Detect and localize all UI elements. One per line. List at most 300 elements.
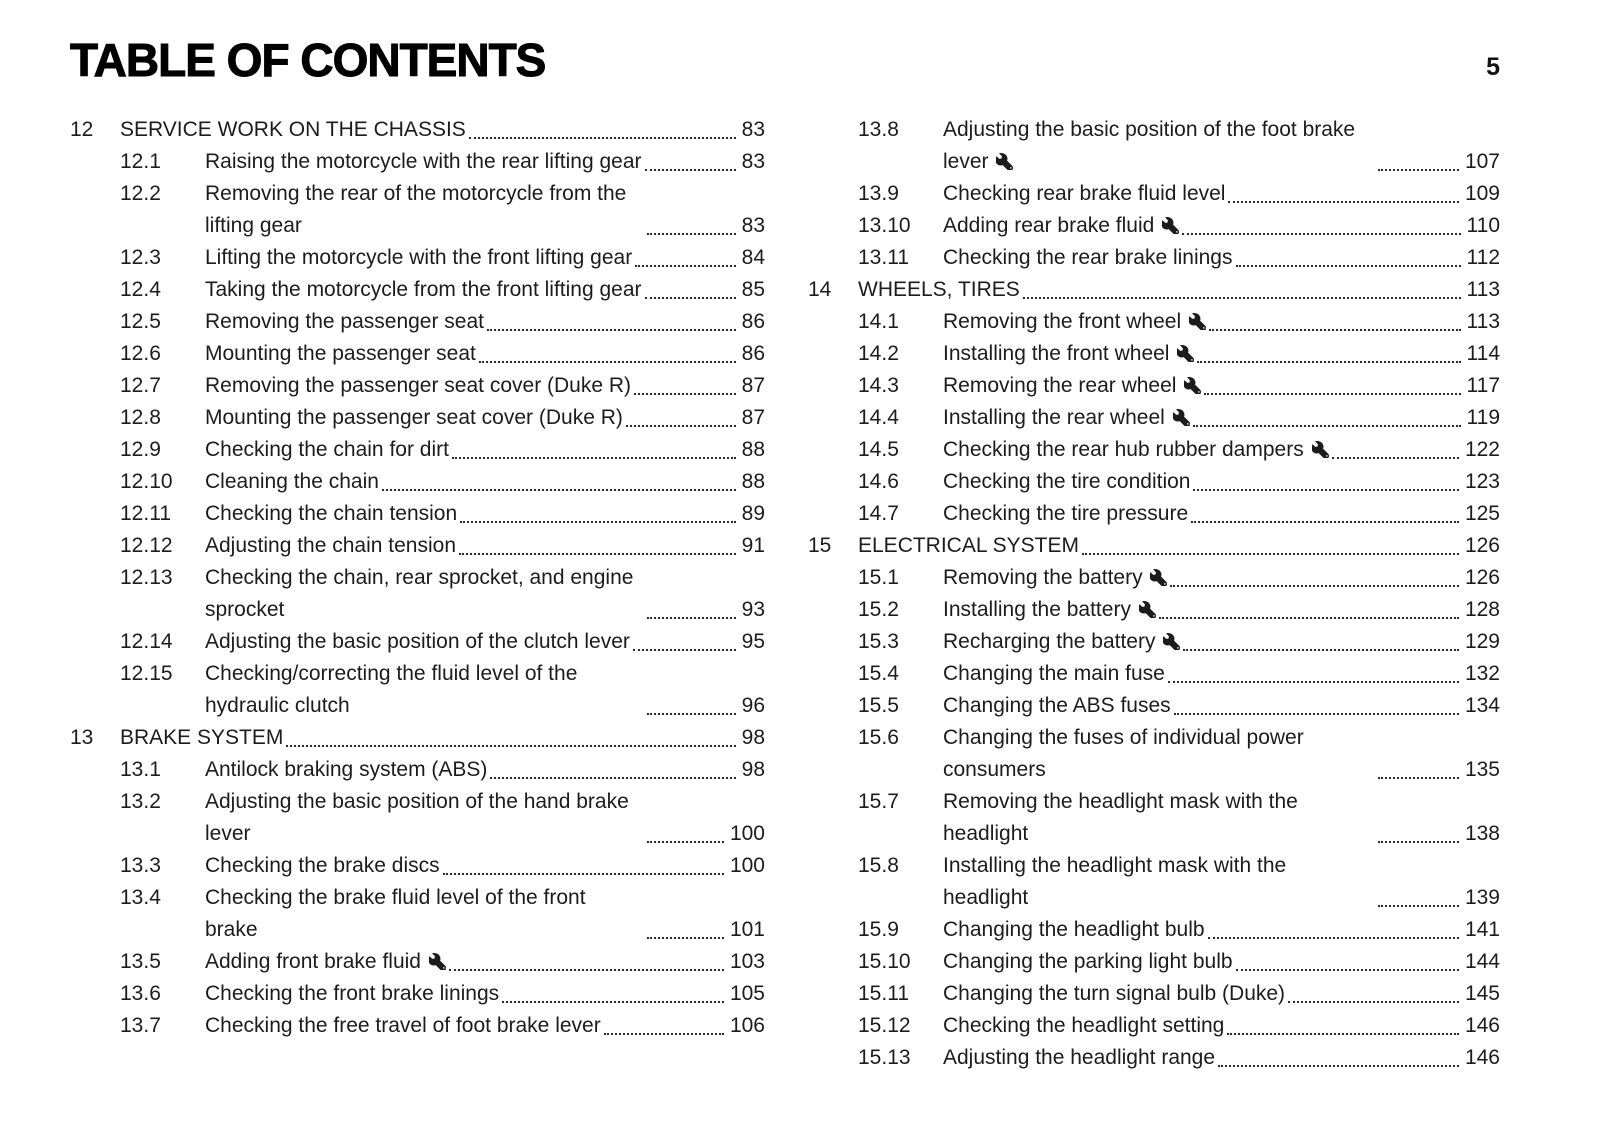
entry-number: 14.5: [858, 438, 899, 461]
entry-number: 12.12: [120, 534, 173, 557]
entry-number: 15.12: [858, 1014, 911, 1037]
entry-page-number: 138: [1464, 822, 1500, 845]
entry-page-number: 88: [741, 470, 765, 493]
entry-number: 12.15: [120, 662, 173, 685]
entry-number: 12.14: [120, 630, 173, 653]
dot-leader: [1332, 434, 1459, 459]
entry-number: 12.10: [120, 470, 173, 493]
entry-number: 15.6: [858, 726, 899, 749]
toc-item-row: [70, 658, 765, 722]
entry-page-number: 146: [1464, 1014, 1500, 1037]
entry-title: Checking the rear hub rubber dampers: [943, 434, 1329, 466]
entry-title: Changing the ABS fuses: [943, 694, 1171, 717]
dot-leader: [382, 466, 736, 491]
toc-item-row: [808, 498, 1500, 530]
entry-number: 15.4: [858, 662, 899, 685]
dot-leader: [1023, 274, 1461, 299]
dot-leader: [1227, 1010, 1459, 1035]
entry-body: [943, 786, 1500, 850]
wrench-icon: [1162, 217, 1179, 234]
entry-title: Changing the fuses of individual power consumers: [943, 726, 1304, 781]
entry-body: [943, 978, 1500, 1010]
toc-item-row: [808, 114, 1500, 178]
toc-item-row: [70, 338, 765, 370]
entry-page-number: 98: [741, 726, 765, 749]
entry-title: Cleaning the chain: [205, 470, 379, 493]
entry-body: [943, 434, 1500, 466]
entry-page-number: 139: [1464, 886, 1500, 909]
toc-chapter-row: [70, 722, 765, 754]
entry-page-number: 105: [729, 982, 765, 1005]
entry-title: Checking the rear brake linings: [943, 246, 1233, 269]
toc-item-row: [808, 402, 1500, 434]
entry-number: 13.7: [120, 1014, 161, 1037]
entry-body: [205, 306, 765, 338]
entry-body: [943, 914, 1500, 946]
toc-item-row: [70, 978, 765, 1010]
entry-title: Checking the headlight setting: [943, 1014, 1225, 1037]
toc-item-row: [70, 434, 765, 466]
entry-body: [943, 114, 1500, 178]
toc-item-row: [808, 594, 1500, 626]
wrench-icon: [1139, 601, 1156, 618]
entry-page-number: 110: [1466, 214, 1500, 237]
entry-number: 12.6: [120, 342, 161, 365]
entry-page-number: 141: [1464, 918, 1500, 941]
dot-leader: [452, 434, 736, 459]
toc-item-row: [70, 786, 765, 850]
entry-page-number: 144: [1464, 950, 1500, 973]
entry-body: [943, 402, 1500, 434]
entry-body: [943, 850, 1500, 914]
entry-number: 15.9: [858, 918, 899, 941]
entry-body: [943, 722, 1500, 786]
toc-item-row: [808, 626, 1500, 658]
entry-title: Installing the front wheel: [943, 338, 1194, 370]
entry-body: [205, 882, 765, 946]
entry-title: Checking the chain, rear sprocket, and engine sprocket: [205, 566, 634, 621]
entry-page-number: 129: [1464, 630, 1500, 653]
entry-page-number: 135: [1464, 758, 1500, 781]
entry-body: [120, 114, 765, 146]
entry-number: 12.1: [120, 150, 161, 173]
entry-body: [205, 946, 765, 978]
entry-page-number: 113: [1466, 310, 1500, 333]
entry-title: Taking the motorcycle from the front lifting gear: [205, 278, 642, 301]
entry-page-number: 89: [741, 502, 765, 525]
toc-item-row: [808, 722, 1500, 786]
entry-title: Checking/correcting the fluid level of the hydraulic clutch: [205, 662, 578, 717]
entry-body: [943, 370, 1500, 402]
toc-item-row: [808, 978, 1500, 1010]
toc-item-row: [808, 658, 1500, 690]
entry-body: [943, 626, 1500, 658]
entry-number: 12.4: [120, 278, 161, 301]
entry-body: [205, 850, 765, 882]
entry-title: Checking the brake fluid level of the front brake: [205, 886, 586, 941]
toc-columns: [70, 114, 1500, 1074]
toc-item-row: [808, 306, 1500, 338]
entry-page-number: 103: [729, 950, 765, 973]
entry-body: [205, 370, 765, 402]
entry-page-number: 114: [1466, 342, 1500, 365]
dot-leader: [1209, 306, 1461, 331]
dot-leader: [635, 242, 735, 267]
entry-body: [205, 498, 765, 530]
toc-item-row: [70, 626, 765, 658]
wrench-icon: [429, 953, 446, 970]
entry-number: 14.6: [858, 470, 899, 493]
entry-number: 14.2: [858, 342, 899, 365]
entry-number: 12: [70, 118, 94, 141]
entry-title: Adjusting the basic position of the foot brake lever: [943, 118, 1356, 173]
entry-number: 14.3: [858, 374, 899, 397]
entry-number: 15.2: [858, 598, 899, 621]
entry-number: 12.7: [120, 374, 161, 397]
dot-leader: [1193, 466, 1458, 491]
dot-leader: [1228, 178, 1458, 203]
toc-item-row: [70, 754, 765, 786]
entry-page-number: 132: [1464, 662, 1500, 685]
entry-number: 15.11: [858, 982, 909, 1005]
entry-number: 12.13: [120, 566, 173, 589]
entry-page-number: 128: [1464, 598, 1500, 621]
entry-body: [205, 242, 765, 274]
entry-title: Removing the passenger seat: [205, 310, 484, 333]
entry-page-number: 96: [741, 694, 765, 717]
dot-leader: [1236, 946, 1459, 971]
entry-page-number: 87: [741, 406, 765, 429]
entry-title: Removing the passenger seat cover (Duke R): [205, 374, 632, 397]
entry-page-number: 134: [1464, 694, 1500, 717]
entry-page-number: 107: [1464, 150, 1500, 173]
toc-item-row: [808, 242, 1500, 274]
dot-leader: [487, 306, 736, 331]
entry-body: [943, 562, 1500, 594]
entry-body: [205, 658, 765, 722]
entry-page-number: 117: [1466, 374, 1500, 397]
entry-number: 14.4: [858, 406, 899, 429]
toc-item-row: [808, 786, 1500, 850]
entry-page-number: 95: [741, 630, 765, 653]
entry-title: Adding front brake fluid: [205, 946, 446, 978]
entry-title: Installing the headlight mask with the headlight: [943, 854, 1287, 909]
entry-number: 14.7: [858, 502, 899, 525]
toc-item-row: [70, 274, 765, 306]
entry-body: [205, 338, 765, 370]
entry-page-number: 85: [741, 278, 765, 301]
entry-title: Checking rear brake fluid level: [943, 182, 1226, 205]
dot-leader: [449, 946, 724, 971]
entry-number: 12.2: [120, 182, 161, 205]
wrench-icon: [1312, 441, 1329, 458]
entry-page-number: 86: [741, 310, 765, 333]
entry-title: Removing the rear wheel: [943, 370, 1201, 402]
toc-column-left: [70, 114, 765, 1074]
entry-number: 15.13: [858, 1046, 911, 1069]
entry-number: 13.10: [858, 214, 911, 237]
dot-leader: [1378, 786, 1459, 843]
dot-leader: [1218, 1042, 1459, 1067]
entry-body: [943, 466, 1500, 498]
entry-body: [205, 530, 765, 562]
dot-leader: [647, 562, 736, 619]
toc-chapter-row: [70, 114, 765, 146]
dot-leader: [1174, 690, 1459, 715]
entry-body: [943, 338, 1500, 370]
entry-title: BRAKE SYSTEM: [120, 726, 284, 749]
dot-leader: [1193, 402, 1461, 427]
toc-item-row: [70, 466, 765, 498]
entry-number: 13.4: [120, 886, 161, 909]
toc-item-row: [808, 1042, 1500, 1074]
wrench-icon: [1163, 633, 1180, 650]
entry-title: Lifting the motorcycle with the front lifting gear: [205, 246, 633, 269]
wrench-icon: [996, 153, 1013, 170]
entry-page-number: 100: [729, 822, 765, 845]
entry-body: [205, 626, 765, 658]
entry-page-number: 119: [1466, 406, 1500, 429]
entry-number: 13.8: [858, 118, 899, 141]
entry-body: [205, 562, 765, 626]
entry-number: 15.8: [858, 854, 899, 877]
entry-title: ELECTRICAL SYSTEM: [858, 534, 1079, 557]
entry-title: Changing the main fuse: [943, 662, 1165, 685]
toc-item-row: [70, 242, 765, 274]
entry-body: [943, 594, 1500, 626]
entry-title: Adjusting the headlight range: [943, 1046, 1216, 1069]
dot-leader: [633, 626, 736, 651]
toc-item-row: [70, 562, 765, 626]
toc-item-row: [808, 914, 1500, 946]
toc-item-row: [70, 402, 765, 434]
toc-item-row: [70, 850, 765, 882]
toc-column-right: [808, 114, 1500, 1074]
entry-body: [943, 946, 1500, 978]
toc-item-row: [808, 946, 1500, 978]
entry-page-number: 88: [741, 438, 765, 461]
entry-number: 15.7: [858, 790, 899, 813]
dot-leader: [1208, 914, 1459, 939]
entry-number: 14: [808, 278, 832, 301]
dot-leader: [1197, 338, 1460, 363]
toc-item-row: [808, 466, 1500, 498]
entry-body: [943, 178, 1500, 210]
entry-title: Checking the front brake linings: [205, 982, 500, 1005]
entry-title: Checking the tire condition: [943, 470, 1191, 493]
entry-title: Mounting the passenger seat cover (Duke R): [205, 406, 623, 429]
entry-page-number: 87: [741, 374, 765, 397]
toc-item-row: [70, 946, 765, 978]
entry-body: [943, 242, 1500, 274]
entry-title: Adding rear brake fluid: [943, 210, 1179, 242]
entry-page-number: 126: [1464, 566, 1500, 589]
dot-leader: [1288, 978, 1459, 1003]
entry-page-number: 84: [741, 246, 765, 269]
dot-leader: [490, 754, 735, 779]
entry-body: [205, 274, 765, 306]
entry-page-number: 83: [741, 150, 765, 173]
toc-chapter-row: [808, 530, 1500, 562]
dot-leader: [647, 786, 724, 843]
entry-page-number: 98: [741, 758, 765, 781]
dot-leader: [459, 530, 736, 555]
entry-title: SERVICE WORK ON THE CHASSIS: [120, 118, 466, 141]
toc-item-row: [70, 306, 765, 338]
entry-title: Adjusting the basic position of the hand brake lever: [205, 790, 629, 845]
entry-number: 13.9: [858, 182, 899, 205]
dot-leader: [645, 146, 736, 171]
entry-title: Raising the motorcycle with the rear lifting gear: [205, 150, 642, 173]
entry-page-number: 113: [1466, 278, 1500, 301]
dot-leader: [286, 722, 735, 747]
dot-leader: [1082, 530, 1459, 555]
page-title: TABLE OF CONTENTS: [70, 34, 546, 86]
entry-number: 15.10: [858, 950, 911, 973]
dot-leader: [1168, 658, 1459, 683]
toc-item-row: [70, 178, 765, 242]
wrench-icon: [1189, 313, 1206, 330]
entry-body: [858, 530, 1500, 562]
entry-number: 12.5: [120, 310, 161, 333]
toc-item-row: [70, 370, 765, 402]
entry-title: Checking the brake discs: [205, 854, 440, 877]
toc-item-row: [70, 882, 765, 946]
entry-body: [205, 978, 765, 1010]
entry-page-number: 83: [741, 118, 765, 141]
entry-page-number: 123: [1464, 470, 1500, 493]
page-number: 5: [1486, 53, 1500, 81]
entry-number: 14.1: [858, 310, 899, 333]
dot-leader: [604, 1010, 724, 1035]
entry-title: Changing the headlight bulb: [943, 918, 1205, 941]
dot-leader: [1191, 498, 1459, 523]
entry-body: [205, 146, 765, 178]
dot-leader: [634, 370, 736, 395]
dot-leader: [469, 114, 736, 139]
entry-title: Adjusting the chain tension: [205, 534, 457, 557]
entry-title: WHEELS, TIRES: [858, 278, 1020, 301]
entry-title: Adjusting the basic position of the clutch lever: [205, 630, 630, 653]
toc-chapter-row: [808, 274, 1500, 306]
entry-number: 13.5: [120, 950, 161, 973]
entry-body: [858, 274, 1500, 306]
entry-page-number: 126: [1464, 534, 1500, 557]
entry-body: [205, 466, 765, 498]
toc-item-row: [70, 146, 765, 178]
dot-leader: [647, 178, 736, 235]
entry-page-number: 109: [1464, 182, 1500, 205]
entry-title: Removing the rear of the motorcycle from the lifting gear: [205, 182, 627, 237]
entry-page-number: 91: [741, 534, 765, 557]
dot-leader: [1378, 850, 1459, 907]
dot-leader: [1236, 242, 1461, 267]
toc-item-row: [808, 562, 1500, 594]
dot-leader: [460, 498, 735, 523]
entry-body: [943, 658, 1500, 690]
dot-leader: [1170, 562, 1459, 587]
toc-item-row: [70, 498, 765, 530]
entry-title: Checking the tire pressure: [943, 502, 1189, 525]
entry-page-number: 112: [1466, 246, 1500, 269]
toc-item-row: [70, 530, 765, 562]
wrench-icon: [1150, 569, 1167, 586]
dot-leader: [1204, 370, 1460, 395]
entry-number: 12.3: [120, 246, 161, 269]
entry-body: [943, 306, 1500, 338]
dot-leader: [1182, 210, 1460, 235]
entry-page-number: 93: [741, 598, 765, 621]
page-header: [70, 34, 1500, 86]
entry-page-number: 145: [1464, 982, 1500, 1005]
entry-number: 15.5: [858, 694, 899, 717]
wrench-icon: [1177, 345, 1194, 362]
entry-page-number: 106: [729, 1014, 765, 1037]
entry-title: Changing the parking light bulb: [943, 950, 1233, 973]
entry-body: [943, 498, 1500, 530]
entry-page-number: 100: [729, 854, 765, 877]
entry-title: Installing the battery: [943, 594, 1156, 626]
entry-title: Recharging the battery: [943, 626, 1180, 658]
toc-item-row: [808, 370, 1500, 402]
entry-page-number: 101: [729, 918, 765, 941]
dot-leader: [1378, 722, 1459, 779]
entry-number: 13: [70, 726, 94, 749]
dot-leader: [1183, 626, 1459, 651]
entry-number: 13.6: [120, 982, 161, 1005]
entry-number: 13.3: [120, 854, 161, 877]
entry-body: [205, 434, 765, 466]
dot-leader: [647, 658, 736, 715]
entry-title: Checking the free travel of foot brake lever: [205, 1014, 601, 1037]
wrench-icon: [1184, 377, 1201, 394]
entry-title: Removing the battery: [943, 562, 1167, 594]
entry-title: Mounting the passenger seat: [205, 342, 476, 365]
entry-body: [120, 722, 765, 754]
toc-item-row: [808, 338, 1500, 370]
entry-body: [205, 754, 765, 786]
entry-body: [205, 786, 765, 850]
toc-item-row: [808, 850, 1500, 914]
dot-leader: [1159, 594, 1459, 619]
entry-body: [943, 1042, 1500, 1074]
entry-body: [205, 402, 765, 434]
entry-body: [205, 178, 765, 242]
entry-title: Removing the headlight mask with the headlight: [943, 790, 1298, 845]
entry-body: [943, 690, 1500, 722]
dot-leader: [479, 338, 736, 363]
toc-item-row: [808, 690, 1500, 722]
entry-page-number: 83: [741, 214, 765, 237]
entry-title: Checking the chain tension: [205, 502, 458, 525]
entry-page-number: 146: [1464, 1046, 1500, 1069]
entry-number: 12.11: [120, 502, 171, 525]
entry-title: Installing the rear wheel: [943, 402, 1190, 434]
toc-item-row: [808, 434, 1500, 466]
entry-body: [943, 1010, 1500, 1042]
wrench-icon: [1173, 409, 1190, 426]
entry-number: 15.3: [858, 630, 899, 653]
entry-number: 12.8: [120, 406, 161, 429]
entry-body: [943, 210, 1500, 242]
dot-leader: [502, 978, 724, 1003]
dot-leader: [626, 402, 736, 427]
entry-title: Checking the chain for dirt: [205, 438, 449, 461]
entry-number: 13.1: [120, 758, 161, 781]
entry-number: 15.1: [858, 566, 899, 589]
toc-item-row: [808, 210, 1500, 242]
entry-number: 13.11: [858, 246, 909, 269]
